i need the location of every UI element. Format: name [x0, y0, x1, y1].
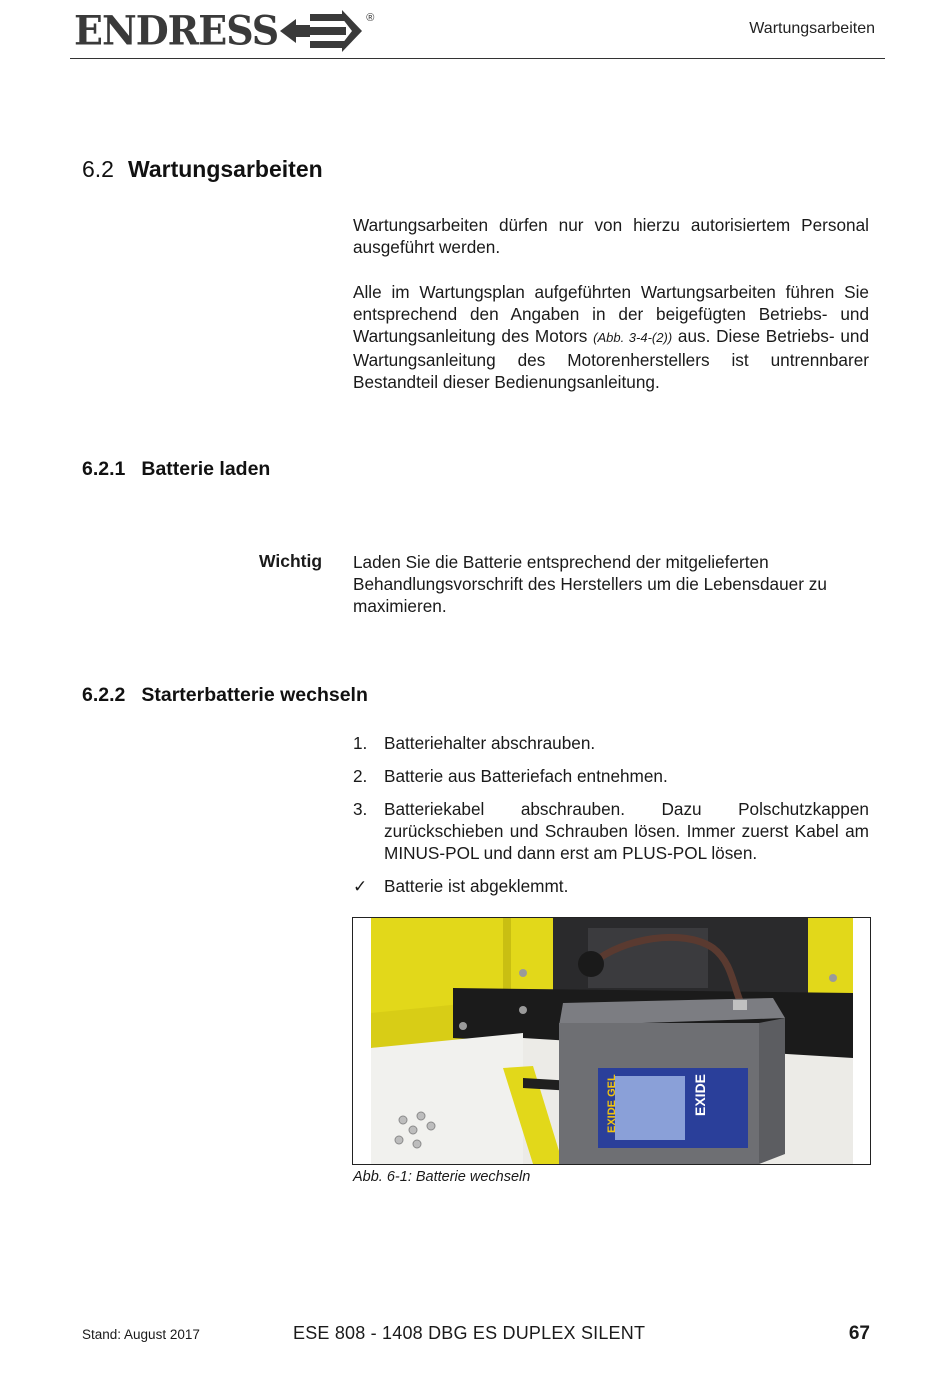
battery-photo [352, 917, 871, 1165]
step-text: Batterie aus Batteriefach entnehmen. [384, 766, 668, 786]
check-icon: ✓ [353, 876, 368, 896]
footer-date: Stand: August 2017 [82, 1327, 200, 1342]
section-heading-6-2-2 [82, 684, 368, 707]
logo-arrow-icon [280, 8, 364, 54]
paragraph-text: Alle im Wartungsplan aufgeführten Wartungsarbeiten führen Sie entsprechend den Angaben in der beigefügten Betriebs- und Wartungsanleitung des Motors [353, 282, 869, 346]
important-note-label: Wichtig [259, 551, 323, 571]
paragraph-text: aus. Diese Betriebs- und Wartungsanleitung des Motorenherstellers ist untrennbarer Bestandteil dieser Bedienungsanleitung. [353, 326, 870, 392]
list-item [353, 732, 869, 754]
steps-list [353, 732, 869, 908]
section-title: Wartungsarbeiten [127, 156, 323, 182]
section-number: 6.2 [82, 156, 114, 182]
battery-label-exide-gel: EXIDE GEL [606, 1074, 618, 1133]
important-note-text: Laden Sie die Batterie entsprechend der mitgelieferten Behandlungsvorschrift des Herstellers um die Lebensdauer zu maximieren. [353, 552, 827, 616]
logo-text: ENDRESS [74, 6, 279, 55]
endress-logo [74, 8, 374, 54]
step-result-text: Batterie ist abgeklemmt. [384, 876, 569, 896]
figure-caption: Abb. 6-1: Batterie wechseln [353, 1169, 531, 1185]
figure-reference: (Abb. 3-4-(2)) [593, 330, 673, 345]
page-header [70, 0, 885, 59]
step-text: Batteriekabel abschrauben. Dazu Polschutzkappen zurückschieben und Schrauben lösen. Immer zuerst Kabel am MINUS-POL und dann erst am PLUS-POL lösen. [384, 799, 869, 863]
list-item [353, 765, 869, 787]
registered-mark: ® [366, 12, 375, 24]
section-number: 6.2.2 [82, 684, 126, 706]
step-number: 2. [353, 766, 368, 786]
section-title: Batterie laden [141, 458, 271, 480]
footer-model: ESE 808 - 1408 DBG ES DUPLEX SILENT [293, 1323, 646, 1343]
page-number: 67 [848, 1323, 870, 1344]
list-item [353, 875, 869, 897]
paragraph-maintenance-plan [353, 281, 869, 393]
step-number: 3. [353, 799, 368, 819]
battery-label-exide: EXIDE [692, 1073, 708, 1116]
battery-photo-illustration [353, 918, 870, 1164]
list-item [353, 798, 869, 864]
step-number: 1. [353, 733, 368, 753]
section-title: Starterbatterie wechseln [141, 684, 368, 706]
section-heading-6-2 [82, 156, 323, 183]
paragraph-authorized-personnel: Wartungsarbeiten dürfen nur von hierzu autorisiertem Personal ausgeführt werden. [353, 215, 869, 257]
header-section-title: Wartungsarbeiten [749, 20, 875, 37]
section-number: 6.2.1 [82, 458, 126, 480]
step-text: Batteriehalter abschrauben. [384, 733, 596, 753]
section-heading-6-2-1 [82, 458, 270, 481]
